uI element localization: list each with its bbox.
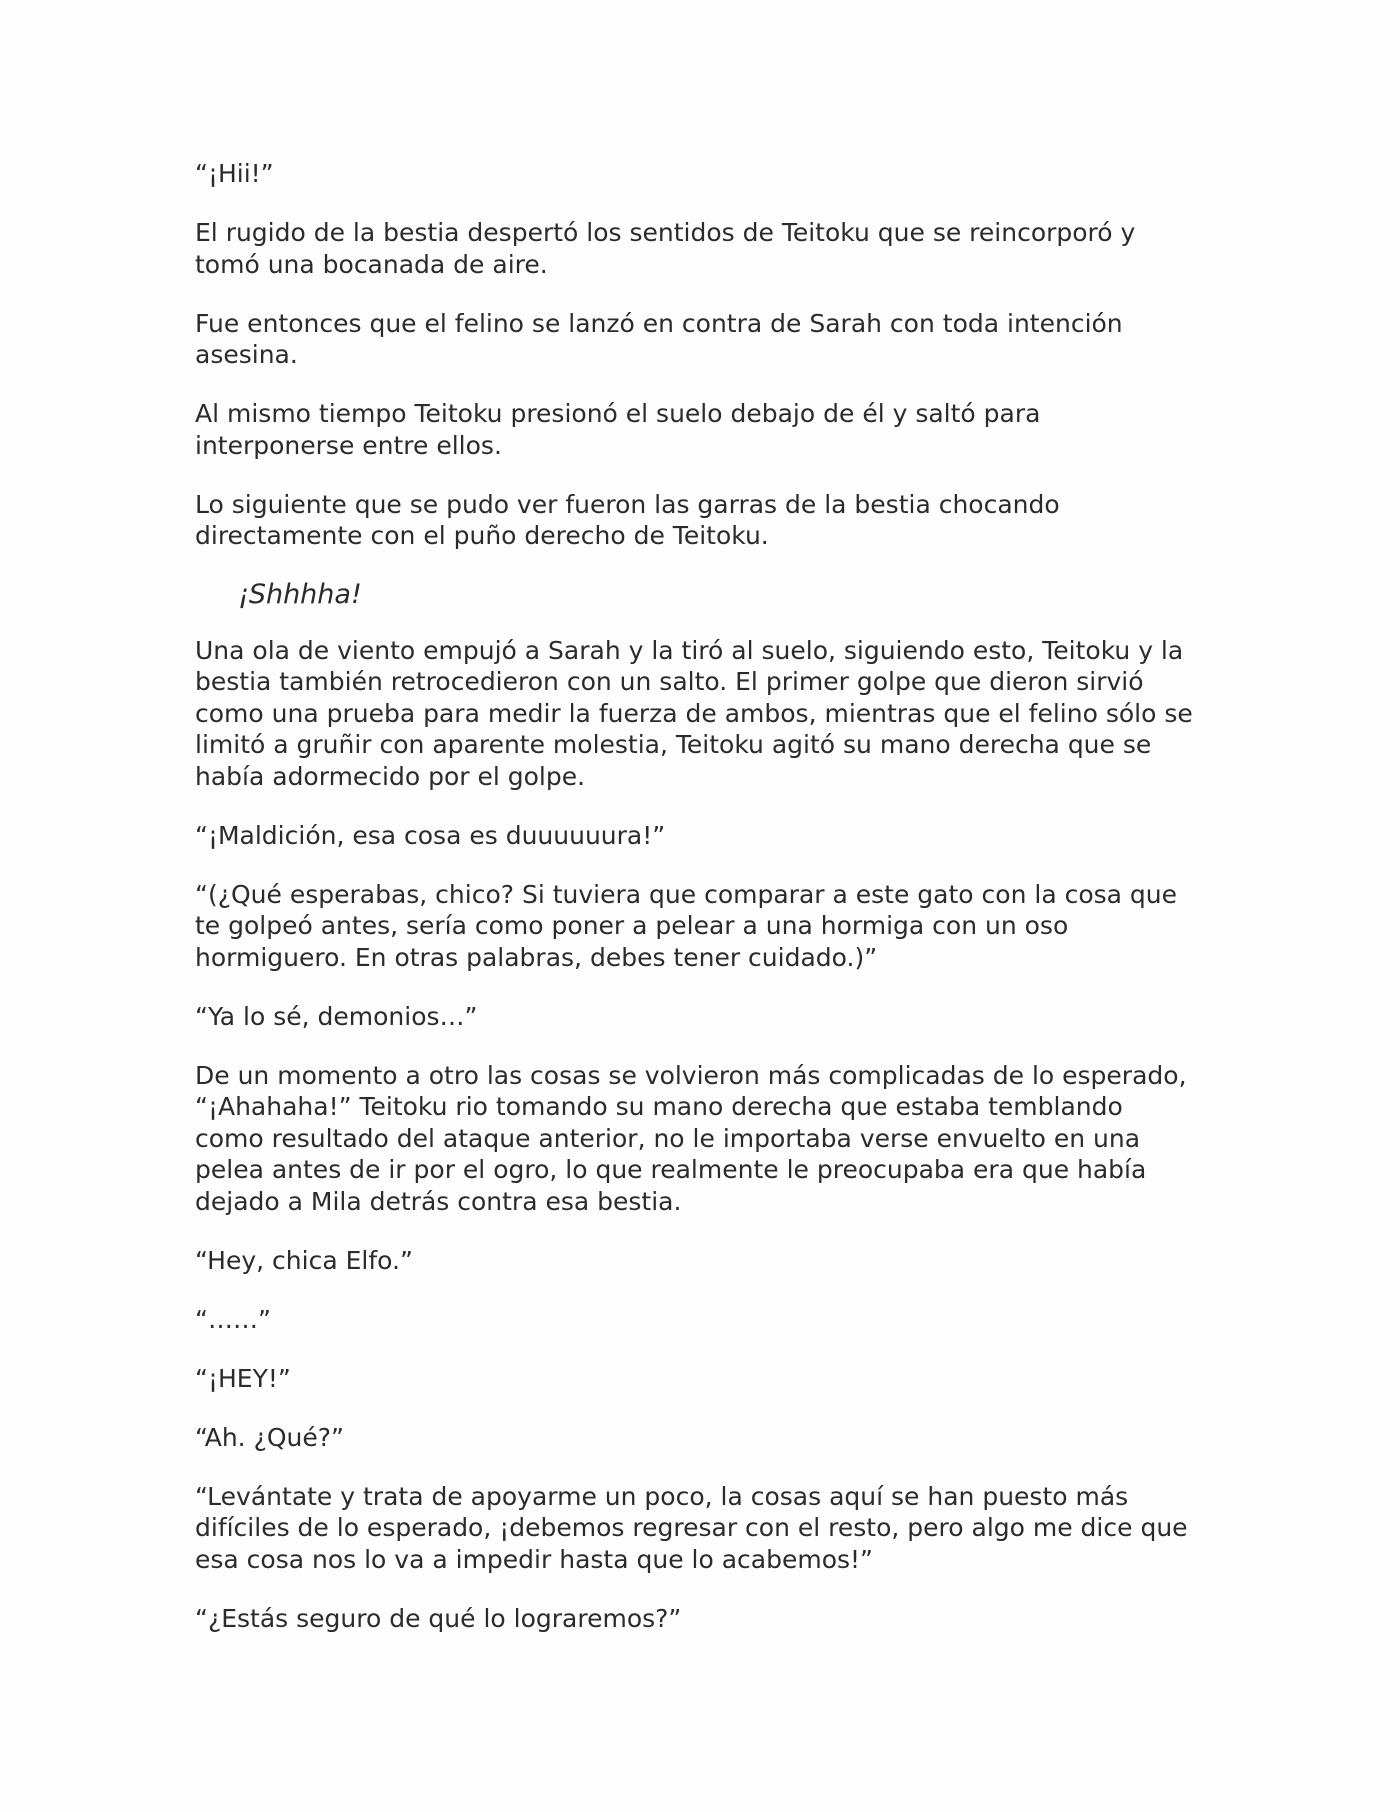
text-line: “¡Hii!”	[195, 159, 274, 188]
text-line: bestia también retrocedieron con un salto. El primer golpe que dieron sirvió	[195, 667, 1144, 696]
text-line: El rugido de la bestia despertó los sentidos de Teitoku que se reincorporó y	[195, 218, 1136, 247]
dialogue-paragraph	[195, 1481, 1215, 1576]
text-line: De un momento a otro las cosas se volvieron más complicadas de lo esperado,	[195, 1060, 1187, 1090]
text-line: “Hey, chica Elfo.”	[195, 1245, 413, 1275]
narration-paragraph	[195, 635, 1215, 793]
dialogue-paragraph	[195, 820, 1215, 852]
text-line: “(¿Qué esperabas, chico? Si tuviera que comparar a este gato con la cosa que	[195, 879, 1178, 909]
narration-paragraph	[195, 217, 1215, 280]
text-line: como una prueba para medir la fuerza de ambos, mientras que el felino sólo se	[195, 698, 1193, 728]
dialogue-paragraph	[195, 879, 1215, 974]
text-line: “¿Estás seguro de qué lo lograremos?”	[195, 1603, 682, 1633]
text-line: te golpeó antes, sería como poner a pelear a una hormiga con un oso	[195, 911, 1069, 940]
text-line: ¡Shhhha!	[238, 579, 362, 610]
narration-paragraph	[195, 398, 1215, 461]
text-line: “¡HEY!”	[195, 1363, 291, 1393]
text-line: asesina.	[195, 340, 298, 369]
text-line: Una ola de viento empujó a Sarah y la tiró al suelo, siguiendo esto, Teitoku y la	[195, 635, 1184, 665]
narration-paragraph	[195, 1060, 1215, 1218]
dialogue-paragraph	[195, 1603, 1215, 1635]
text-line: “¡Ahahaha!” Teitoku rio tomando su mano derecha que estaba temblando	[195, 1092, 1123, 1121]
text-line: “Levántate y trata de apoyarme un poco, la cosas aquí se han puesto más	[195, 1481, 1129, 1511]
text-line: limitó a gruñir con aparente molestia, Teitoku agitó su mano derecha que se	[195, 730, 1152, 759]
text-line: directamente con el puño derecho de Teitoku.	[195, 521, 769, 550]
narration-paragraph	[195, 308, 1215, 371]
text-line: como resultado del ataque anterior, no le importaba verse envuelto en una	[195, 1123, 1141, 1153]
dialogue-paragraph	[195, 1363, 1215, 1395]
text-line: pelea antes de ir por el ogro, lo que realmente le preocupaba era que había	[195, 1155, 1147, 1184]
text-line: hormiguero. En otras palabras, debes tener cuidado.)”	[195, 942, 878, 972]
text-line: “Ya lo sé, demonios…”	[195, 1001, 478, 1031]
narration-paragraph	[195, 489, 1215, 552]
dialogue-paragraph	[195, 1422, 1215, 1454]
dialogue-paragraph	[195, 1304, 1215, 1336]
document-body	[195, 158, 1215, 1662]
text-line: Lo siguiente que se pudo ver fueron las garras de la bestia chocando	[195, 489, 1060, 519]
text-line: esa cosa nos lo va a impedir hasta que lo acabemos!”	[195, 1544, 873, 1574]
text-line: difíciles de lo esperado, ¡debemos regresar con el resto, pero algo me dice que	[195, 1513, 1188, 1542]
text-line: dejado a Mila detrás contra esa bestia.	[195, 1186, 682, 1216]
text-line: “Ah. ¿Qué?”	[195, 1422, 344, 1452]
text-line: Fue entonces que el felino se lanzó en contra de Sarah con toda intención	[195, 308, 1123, 338]
text-line: “¡Maldición, esa cosa es duuuuuura!”	[195, 820, 666, 850]
dialogue-paragraph	[195, 158, 1215, 190]
text-line: había adormecido por el golpe.	[195, 761, 586, 791]
text-line: interponerse entre ellos.	[195, 430, 502, 460]
dialogue-paragraph	[195, 1245, 1215, 1277]
dialogue-paragraph	[195, 1001, 1215, 1033]
text-line: Al mismo tiempo Teitoku presionó el suelo debajo de él y saltó para	[195, 399, 1041, 428]
text-line: “……”	[195, 1304, 271, 1334]
text-line: tomó una bocanada de aire.	[195, 249, 548, 279]
sound-effect-paragraph	[195, 579, 1215, 611]
